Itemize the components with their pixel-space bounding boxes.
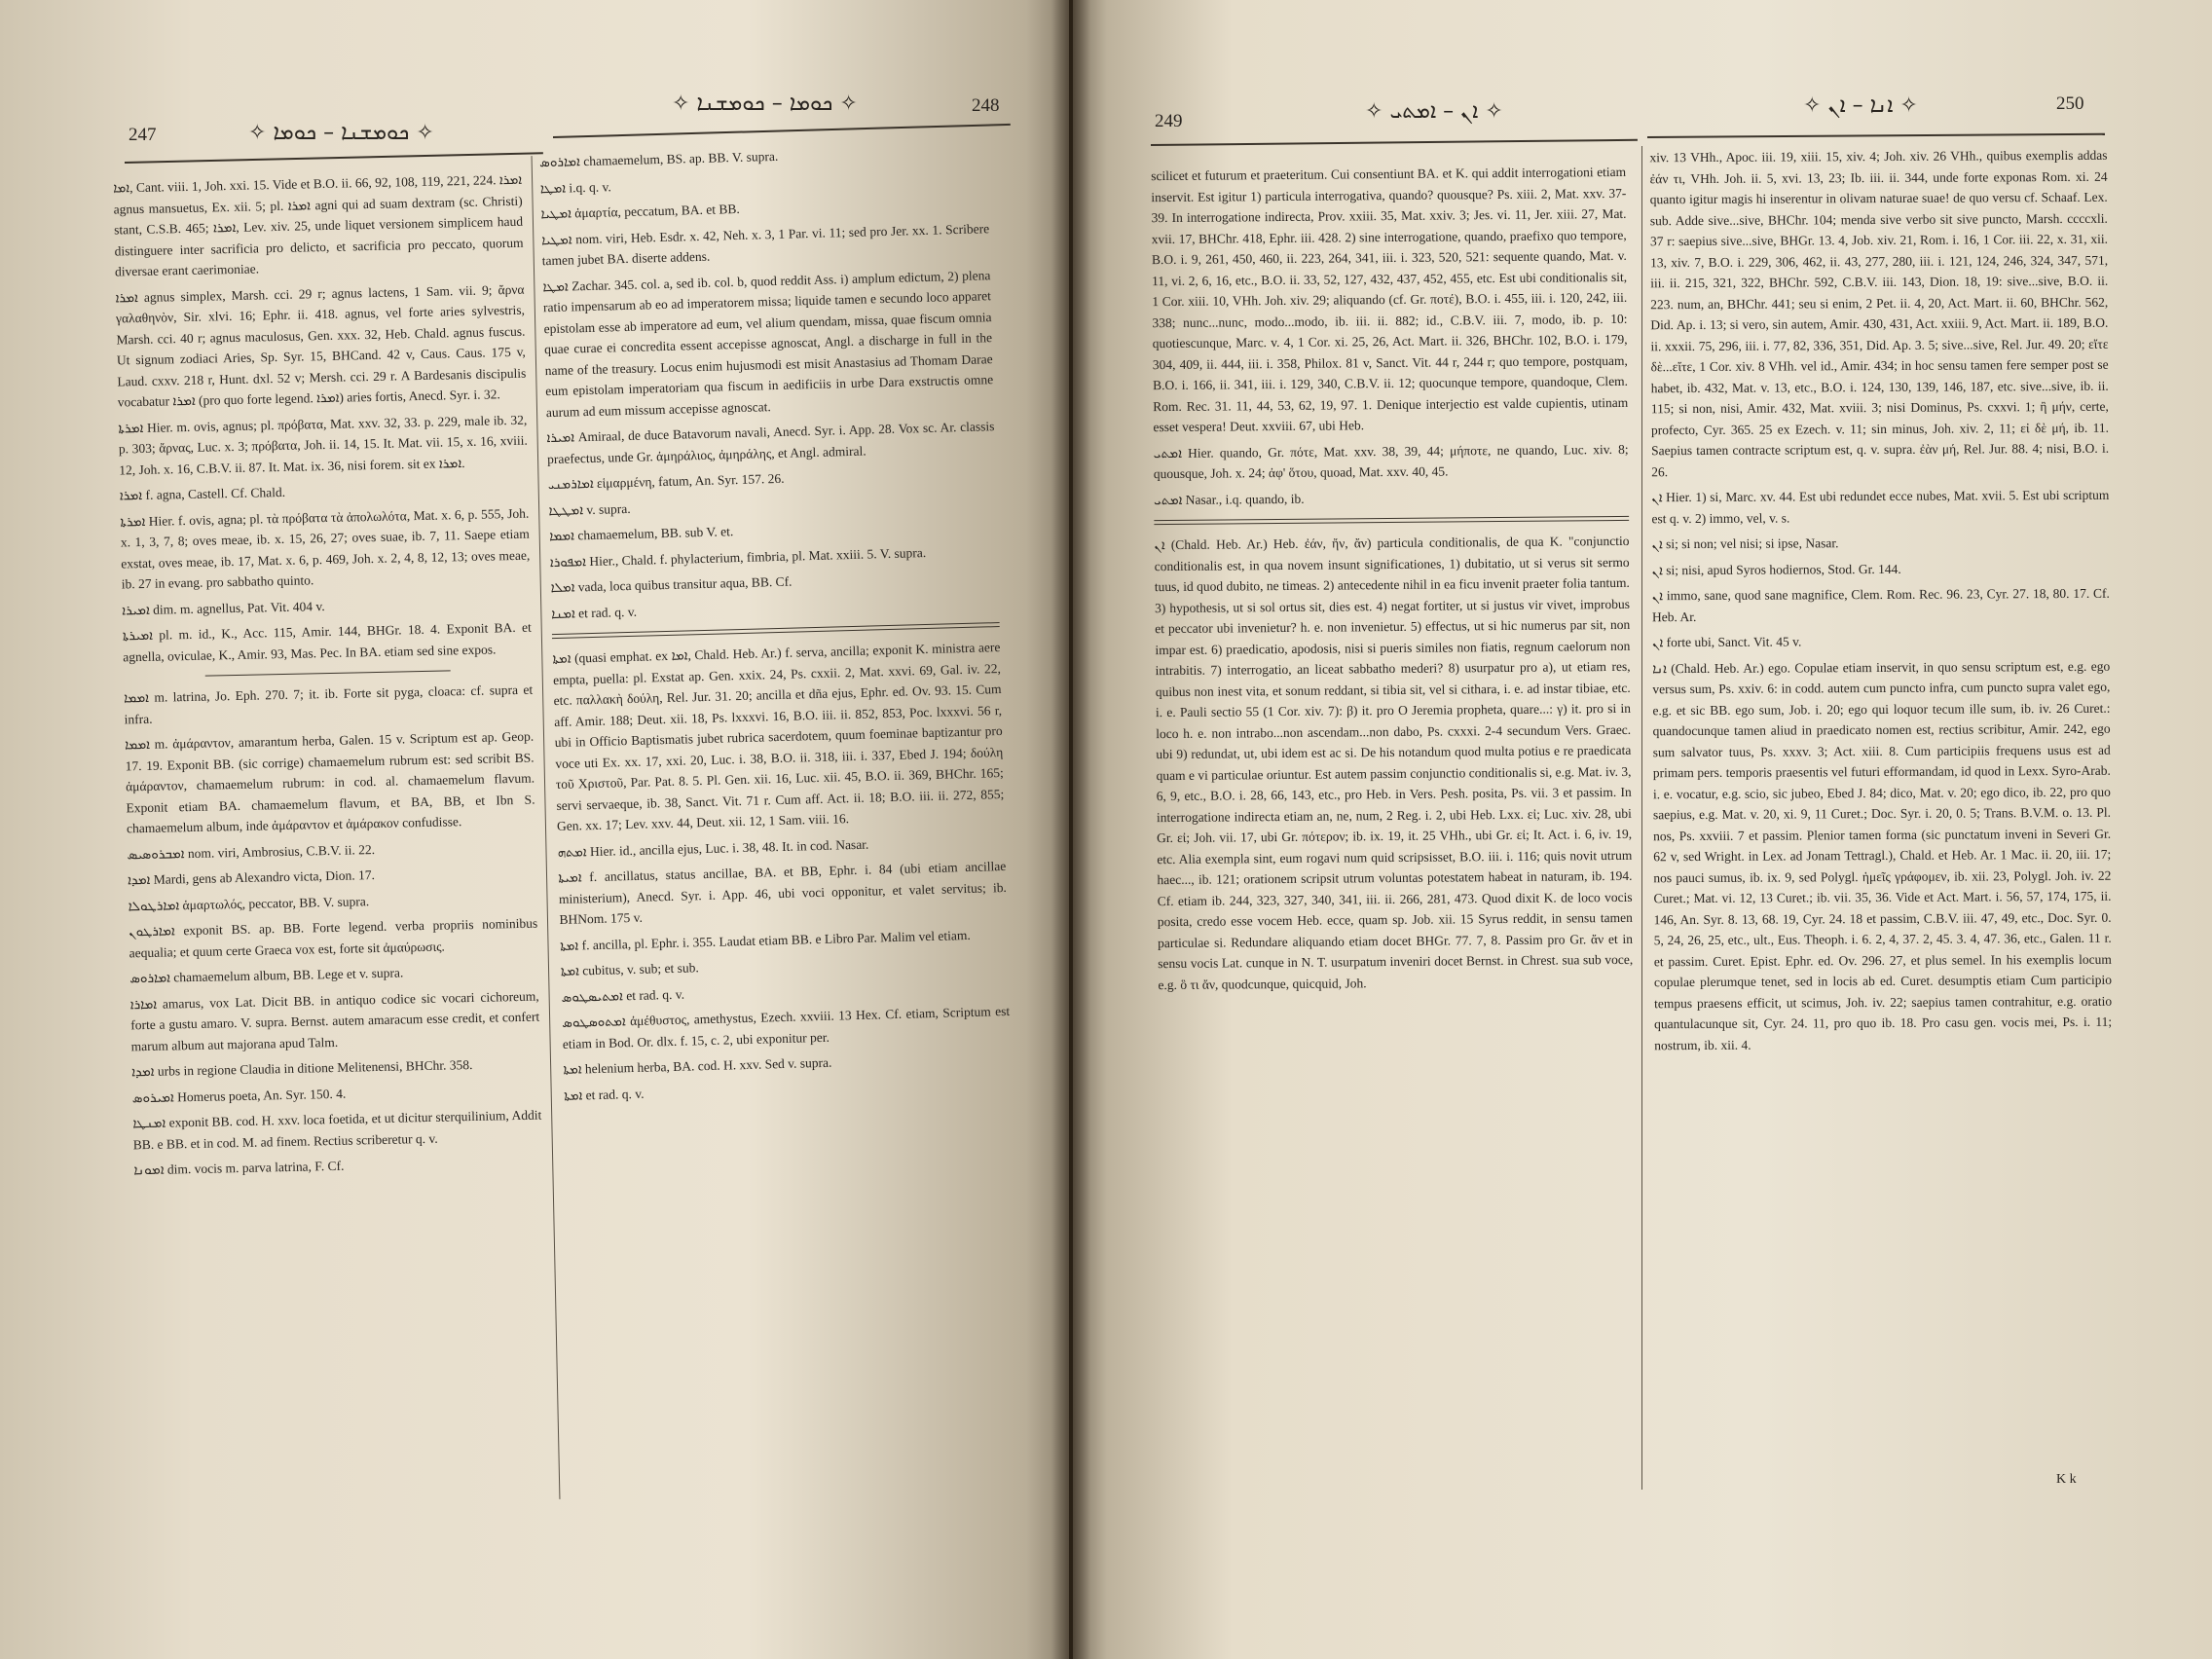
header-rule-247 bbox=[125, 152, 543, 164]
left-page bbox=[0, 0, 1069, 1659]
signature-mark: K k bbox=[2056, 1472, 2077, 1487]
entry: ܐܡܦܘܪܐ Hier., Chald. f. phylacterium, fimbria, pl. Mat. xxiii. 5. V. supra. bbox=[549, 544, 927, 570]
entry: ܐܡܝܪܐ Amiraal, de duce Batavorum navali, Anecd. Syr. i. App. 28. Vox sc. Ar. classis praefectus, unde Gr. ἀμηράλιος, ἀμηράλης, et Angl. admiral. bbox=[546, 419, 995, 466]
entry: ܐܡܛܐ Zachar. 345. col. a, sed ib. col. b, quod reddit Ass. i) amplum edictum, 2) plena ratio impensarum ab eo ad imperatorem missa; liquide tamen e secundo loco apparet epistolam esse ab imperatore ad eum, vel alium quendam, missa, quae fiscum omnia quae curae ei concredita essent accepisse agnoscat, Angl. a discharge in full in the name of the treasury. Locus enim hujusmodi est misit Anastasius ad Thomam Darae eum epistolam imperatoriam qua fiscum in aedificiis in urbe Dara exstructis omne aurum ad eum missum accepisse agnoscat. bbox=[542, 267, 994, 420]
entry: ܐܡܘܢܐ dim. vocis m. parva latrina, F. Cf. bbox=[133, 1158, 345, 1178]
entry: ܐܡܛܝܐ ἁμαρτία, peccatum, BA. et BB. bbox=[540, 201, 740, 222]
entry: ܐܡܝܪܬܐ pl. m. id., K., Acc. 115, Amir. 144, BHGr. 18. 4. Exponit BA. et agnella, oviculae, K., Amir. 93, Mas. Pec. In BA. etiam sed sine expos. bbox=[122, 619, 532, 664]
entry: ܐܡܛܝܐ nom. viri, Heb. Esdr. x. 42, Neh. x. 3, 1 Par. vi. 11; sed pro Jer. xx. 1. Scribere tamen jubet BA. diserte addens. bbox=[541, 220, 990, 269]
entry: ܐܢ si; nisi, apud Syros hodiernos, Stod. Gr. 144. bbox=[1651, 561, 1901, 577]
entry: ܐܢ (Chald. Heb. Ar.) Heb. ἐάν, ἤν, ἄν) particula conditionalis, de qua K. "conjunctio conditionalis est, in qua novem insunt significationes, 1) dubitatio, ut si verus sit sermo tuus, id quod dubito, ne timeas. 2) antecedente nihil in ea ficu invenit praeter folia tantum. 3) hypothesis, ut si sol ortus sit, dies est. 4) negat fortiter, ut si justus vir vivet, improbus et peccator ubi invenietur? h. e. non invenietur. 5) effectus, ut si hic numerus par sit, non impar est. 6) praedicatio, apodosis, nisi si pueris similes non fiatis, regnum caelorum non intrabitis. 7) interrogatio, an liceat sabbatho mederi? 8) usurpatur pro a), ut etiam res, quibus non inest vita, et sonum reddant, si tibia sit, vel si cithara, i. e. ad instar tibiae, etc. i. e. Pauli sectio 55 (1 Cor. xiv. 7): β) it. pro O Jeremia propheta, quare...: γ) it. pro si in loco h. e. non intrabo...non ascendam...non dabo, Ps. cxxxi. 2-4 secundum Vers. Graec. ubi 9) redundat, ut, ubi idem est ac si. De his notandum quod multa potius e re praedicata quam e vi particulae oriuntur. Est autem passim conjunctio conditionalis si, e.g. Mat. iv. 3, 6, 9, etc., B.O. i. 28, 66, 143, etc., pro Heb. in Vers. Pesh. posita, Ps. vii. 3 et passim. In interrogatione indirecta etiam an, ne, num, 2 Reg. i. 2, ubi Heb. Lxx. εἰ; Luc. xiv. 28, ubi Gr. εἰ; Joh. vii. 17, ubi Gr. πότερον; ib. ix. 19, it. 25 VHh., ubi Gr. εἰ; It. Act. i. 6, iv. 19, etc. Alia exempla sint, eum rogavi num quid scripsisset, B.O. iii. i. 116; quis novit utrum haec..., ib. 121; orationem scripsit utrum voluntas potestatem habeat in naturam, ib. 194. Cf. etiam ib. 244, 323, 327, 340, 341, iii. ii. 266, 281, 473. Quod dixit K. de loco vocis posita, credo esse vocem Heb. ecce, quam sp. Job. xii. 15 Syrus reddit, in sensu tamen particulae si. Redundare aliquando etiam docet BHGr. 77. 7, 8. Passim pro Gr. ἄν et in sensu vocis Lat. cunque in N. T. usurpatum inveniri docet Bernst. in Chrest. sua sub voce, e.g. ὃ τι ἄν, quodcunque, quicquid, Joh. bbox=[1154, 533, 1634, 992]
column-divider-right bbox=[1641, 146, 1642, 1490]
column-248 bbox=[539, 140, 1022, 1505]
entry: ܐܡܢܐ et rad. q. v. bbox=[551, 604, 638, 621]
entry: ܐܢ Hier. 1) si, Marc. xv. 44. Est ubi redundet ecce nubes, Mat. xvii. 5. Est ubi scriptum est q. v. 2) immo, vel, v. s. bbox=[1651, 487, 2110, 526]
entry: ܐܡܐܪܡܢܝ εἱμαρμένη, fatum, An. Syr. 157. 26. bbox=[547, 470, 785, 493]
running-head-250: ✧ ܐܢܐ – ܐܢ ✧ bbox=[1803, 93, 1918, 118]
running-head-249: ✧ ܐܢ – ܐܡܬܝ ✧ bbox=[1365, 99, 1503, 124]
entry: ܐܡܕܐ Mardi, gens ab Alexandro victa, Dion. 17. bbox=[127, 867, 376, 888]
entry: ܐܡܬܗ Hier. id., ancilla ejus, Luc. i. 38, 48. It. in cod. Nasar. bbox=[557, 836, 869, 860]
entry: ܐܡܐܪܛܘܠܐ ἁμαρτωλός, peccator, BB. V. supra. bbox=[128, 893, 370, 913]
section-divider bbox=[205, 670, 451, 676]
book-gutter bbox=[1051, 0, 1090, 1659]
entry: ܐܡܐܪܛܘܢ exponit BS. ap. BB. Forte legend. verba propriis nominibus aequalia; et quum certe Graeca vox est, forte sit ἀμαύρωσις. bbox=[129, 915, 538, 960]
entry: ܐܡܬܐ cubitus, v. sub; et sub. bbox=[560, 960, 699, 978]
entry: ܐܡܡܐ m. latrina, Jo. Eph. 270. 7; it. ib. Forte sit pyga, cloaca: cf. supra et infra. bbox=[124, 682, 534, 726]
entry: ܐܡܕܐ urbs in regione Claudia in ditione Melitenensi, BHChr. 358. bbox=[131, 1057, 473, 1080]
entry: ܐܡܪܐ agnus simplex, Marsh. cci. 29 r; agnus lactens, 1 Sam. vii. 9; ἄρνα γαλαθηνὸν, Sir. xlvi. 16; Ephr. ii. 418. agnus, vel forte aries sylvestris, Marsh. cci. 40 r; agnus maculosus, Gen. xxx. 32, Heb. Chald. agnus fuscus. Ut signum zodiaci Aries, Sp. Syr. 15, BHCand. 42 v, Caus. Caus. 175 v, Laud. cxxv. 218 r, Hunt. dxl. 52 v; Mersh. cci. 29 r. A Bardesanis discipulis vocabatur ܐܡܪܐ (pro quo forte legend. ܐܡܪܐ) aries fortis, Anecd. Syr. i. 32. bbox=[115, 281, 527, 410]
section-divider bbox=[552, 622, 1000, 639]
entry: ܐܡܐ, Cant. viii. 1, Joh. xxi. 15. Vide et B.O. ii. 66, 92, 108, 119, 221, 224. ܐܡܪܐ agnus mansuetus, Ex. xii. 5; pl. ܐܡܪܐ agni qui ad suam dextram (sc. Christi) stant, C.S.B. 465; ܐܡܪܐ, Lev. xiv. 25, unde liquet versionem simplicem haud distinguere inter sacrificia pro delicto, et sacrificia pro peccato, quorum diversae erant caerimoniae. bbox=[113, 171, 524, 279]
column-247 bbox=[113, 169, 549, 1483]
entry: ܐܡܝܪܐ dim. m. agnellus, Pat. Vit. 404 v. bbox=[122, 598, 325, 617]
header-rule-249 bbox=[1151, 139, 1638, 146]
entry: ܐܡܬܝܣܛܘܣ et rad. q. v. bbox=[561, 986, 685, 1005]
entry: ܐܡܬܘܣܛܘܣ ἀμέθυστος, amethystus, Ezech. xxviii. 13 Hex. Cf. etiam, Scriptum est etiam in Bod. Or. dlx. f. 15, c. 2, ubi exponitur per. bbox=[562, 1003, 1011, 1051]
right-page bbox=[1073, 0, 2212, 1659]
page-number-249: 249 bbox=[1155, 111, 1183, 131]
entry: ܐܢܐ (Chald. Heb. Ar.) ego. Copulae etiam inservit, in quo sensu scriptum est, e.g. ego versus sum, Ps. xxiv. 6: in codd. autem cum puncto infra, cum puncto supra valet ego, e.g. et sic BB. ego sum, Job. i. 20; ego qui loquor tecum ille sum, ib. iv. 26 Curet.: quandocunque tamen aliud in praedicato nomen est, rectius scribitur, Amir. 242, ego sum salvator tuus, Ps. xxxv. 3; Act. xiii. 8. Cum participiis frequens usus est ad primam pers. temporis praesentis vel futuri efformandam, id quod in Lexx. Syro-Arab. i. e. vocatur, e.g. scio, sic jubeo, Ebed J. 84; dico, Mat. v. 20; ego dico, ib. 22, pro quo saepius, e.g. Mat. v. 20, xi. 9, 11 Curet.; Doc. Syr. i. 20, 0. 5; Trans. B.V.M. o. 13. Pl. nos, Ps. xxviii. 7 et passim. Plenior tamen forma (sic punctatum inveni in Severi Gr. 62 v, sed Wright. in Lex. ad Jonam Tettragl.), Chald. et Heb. Ar. 1 Mac. ii. 20, iii. 17; nos pauci sumus, ib. ix. 9, sed Polygl. ἡμεῖς γράφομεν, ib. xii. 23, Polygl. Joh. iv. 22 Curet.; Mat. vi. 12, 13 Curet.; ib. vii. 35, 36. Vide et Act. Mart. i. 56, 57, 174, 175, ii. 146, An. Syr. 8. 13, 68. 19, Cyr. 24. 18 et passim, C.B.V. iii. 47, 49, etc., Doc. Syr. 0. 5, 24, 26, 25, etc., ult., Eus. Theoph. i. 6. 2, 4, 37. 2, 45. 3. 4, 47. 36, etc., Galen. 11 r. et passim. Curet. Epist. Ephr. ed. Ov. 296. 27, et plus semel. In his exemplis locum copulae plerumque tenet, sed in locis ab ed. Curet. desumptis etiam Cum participio tempus praesens efficit, ut scimus, Joh. iv. 22; saepius tamen contrahitur, e.g. oratio quantulacunque sit, Cyr. 24. 11, pro quo ib. 18. Pro casu gen. vocis mei, Ps. i. 11; nostrum, ib. xii. 4. bbox=[1652, 658, 2113, 1052]
entry: ܐܡܡܐ chamaemelum, BB. sub V. et. bbox=[549, 524, 734, 544]
entry: ܐܡܪܐ f. agna, Castell. Cf. Chald. bbox=[119, 484, 286, 503]
entry: ܐܡܐܪܘܣ chamaemelum album, BB. Lege et v. supra. bbox=[129, 965, 404, 986]
entry: ܐܡܠܐ vada, loca quibus transitur aqua, BB. Cf. bbox=[550, 573, 793, 596]
column-250 bbox=[1649, 145, 2114, 1471]
entry: ܐܡܒܪܘܣܝܣ nom. viri, Ambrosius, C.B.V. ii. 22. bbox=[127, 841, 376, 862]
running-head-248: ✧ ܟܘܡܐ – ܟܘܡܫܢܐ ✧ bbox=[672, 92, 858, 116]
entry: ܐܡܛܐ i.q. q. v. bbox=[539, 178, 611, 196]
header-rule-248 bbox=[553, 124, 1011, 138]
entry: ܐܡܬܐ helenium herba, BA. cod. H. xxv. Sed v. supra. bbox=[563, 1054, 832, 1077]
entry: ܐܡܬܐ f. ancilla, pl. Ephr. i. 355. Laudat etiam BB. e Libro Par. Malim vel etiam. bbox=[560, 927, 971, 953]
entry: ܐܡܪܬܐ Hier. m. ovis, agnus; pl. πρόβατα, Mat. xxv. 32, 33. p. 229, male ib. 32, p. 303; ἄρνας, Luc. x. 3; πρόβατα, Joh. ii. 14, 15. It. Mat. vii. 15, x. 16, xviii. 12, Joh. x. 16, C.B.V. ii. 87. It. Mat. ix. 36, nisi forem. sit ex ܐܡܪܐ. bbox=[118, 412, 528, 477]
page-number-250: 250 bbox=[2056, 93, 2084, 114]
entry: ܐܢ forte ubi, Sanct. Vit. 45 v. bbox=[1652, 634, 1802, 650]
running-head-247: ✧ ܟܘܡܫܢܐ – ܟܘܡܐ ✧ bbox=[248, 121, 434, 145]
entry: xiv. 13 VHh., Apoc. iii. 19, xiii. 15, xiv. 4; Joh. xiv. 26 VHh., quibus exemplis addas ἐάν τι, VHh. Joh. ii. 5, xvi. 13, 23; Ib. iii. ii. 344, unde forte exponas Rom. xi. 24 quanto igitur magis hi inserentur in olivam naturae suae! de quo versu cf. Schaaf. Lex. sub. Adde sive...sive, BHChr. 104; menda sive verbo sit sive puncto, Marsh. ccccxli. 37 r: saepius sive...sive, BHGr. 13. 4, Job. xiv. 21, Rom. i. 16, 1 Cor. iii. 22, x. 31, xii. 13, xiv. 7, B.O. i. 229, 306, 462, ii. 43, 277, 280, iii. i. 121, 124, 246, 324, 347, 571, iii. ii. 215, 321, 322, BHChr. 592, C.B.V. iii. 143, Dion. 18, 19: sive...sive, B.O. ii. 223. num, an, BHChr. 441; seu si enim, 2 Pet. ii. 4, 20, Act. Mart. ii. 60, BHChr. 562, Did. Ap. i. 13; si vero, sin autem, Amir. 430, 431, Act. xxiii. 9, Act. Mart. ii. 189, B.O. ii. xxxii. 75, 296, iii. i. 77, 82, 336, 351, Did. Ap. 3. 5; sive...sive, Rel. Jur. 49. 20; εἴτε δὲ...εἴτε, 1 Cor. xiv. 8 VHh. vel id., Amir. 434; in hoc sensu tamen fere semper post se habet, ib. 432, Mat. v. 13, etc., B.O. i. 124, 130, 139, 146, 187, etc. sive...sive, ib. ii. 115; si non, nisi, Amir. 432, Mat. xviii. 3; nisi Dominus, Ps. cxxvi. 1; ἢ μήν, certe, profecto, Cyr. 365. 25 ex Ezech. v. 11; sin minus, Joh. xiv. 2, 11; εἰ δὲ μή, ib. 11. Saepius tamen contracte scriptum est, q. v. supra. ἐὰν μή, Rel. Jur. 88. 4; nisi, B.O. i. 26. bbox=[1649, 147, 2110, 479]
entry: ܐܡܬܝ Hier. quando, Gr. πότε, Mat. xxv. 38, 39, 44; μήποτε, ne quando, Luc. xiv. 8; quousque, Joh. x. 24; ἀφ' ὅτου, quoad, Mat. xxv. 40, 45. bbox=[1153, 441, 1629, 482]
entry: ܐܡܝܪܘܣ Homerus poeta, An. Syr. 150. 4. bbox=[131, 1086, 347, 1105]
page-number-248: 248 bbox=[972, 95, 1000, 116]
entry: ܐܡܢܛܐ exponit BB. cod. H. xxv. loca foetida, et ut dicitur sterquilinium, Addit BB. e BB. et in cod. M. ad finem. Rectius scriberetur q. v. bbox=[132, 1107, 542, 1152]
column-249 bbox=[1151, 162, 1638, 1490]
entry: ܐܡܡܐ m. ἀμάραντον, amarantum herba, Galen. 15 v. Scriptum est ap. Geop. 17. 19. Exponit BB. (sic corrige) chamaemelum rubrum est: sed scribit BS. ἀμάραντον, chamaemelum rubrum: in cod. al. chamaemelum flavum. Exponit etiam BA. chamaemelum flavum, et BA, BB, et Ibn S. chamaemelum album, inde ἀμάραντον et ἀμάρακον confudisse. bbox=[125, 728, 535, 836]
page-number-247: 247 bbox=[129, 125, 157, 145]
entry: ܐܡܝܬܐ f. ancillatus, status ancillae, BA. et BB, Ephr. i. 84 (ubi etiam ancillae ministerium), Anecd. Syr. i. App. 46, ubi voci opponitur, et valet servitus; ib. BHNom. 175 v. bbox=[558, 858, 1008, 927]
entry: ܐܢ si; si non; vel nisi; si ipse, Nasar. bbox=[1651, 535, 1839, 552]
entry: ܐܡܛܛܐ v. supra. bbox=[548, 500, 631, 518]
entry: ܐܡܬܐ (quasi emphat. ex ܐܡܐ, Chald. Heb. Ar.) f. serva, ancilla; exponit K. ministra aere empta, puella: pl. Exstat ap. Gen. xxix. 24, Ps. cxxii. 2, Mat. xxvi. 69, Gal. iv. 22, etc. παλλακὴ δούλη, Rel. Jur. 31. 20; ancilla et dña ejus, Ephr. ed. Ov. 93. 15. Cum aff. Amir. 188; Deut. xii. 18, Ps. lxxxvi. 16, B.O. iii. ii. 852, 853, Poc. lxxxvi. 56 r, ubi in Officio Baptismatis jubet rubrica sacerdotem, quum foeminae baptizantur pro voce uti Ex. xx. 17, xxi. 20, Luc. i. 38, B.O. ii. 318, iii. i. 337, Ebed J. 194; δούλη τοῦ Χριστοῦ, Par. Pat. 8. 5. Pl. Gen. xii. 16, Luc. xii. 45, B.O. ii. 369, BHChr. 165; servi servaeque, ib. 38, Sanct. Vit. 71 r. Cum aff. Act. ii. 18; B.O. iii. ii. 272, 855; Gen. xx. 17; Lev. xxv. 44, Deut. xii. 12, 1 Sam. viii. 16. bbox=[552, 640, 1005, 834]
entry: ܐܡܐܪܐ amarus, vox Lat. Dicit BB. in antiquo codice sic vocari cichoreum, forte a gustu amaro. V. supra. Bernst. autem amaracum esse credit, et confert marum album aut majorana apud Talm. bbox=[129, 988, 540, 1053]
entry: ܐܡܬܝ Nasar., i.q. quando, ib. bbox=[1154, 491, 1305, 507]
entry: ܐܡܬܐ et rad. q. v. bbox=[564, 1086, 645, 1103]
entry: scilicet et futurum et praeteritum. Cui consentiunt BA. et K. qui addit interrogationi etiam inservit. Est igitur 1) particula interrogativa, quando? quousque? Ps. xiii. 2, Mat. xxv. 37-39. In interrogatione indirecta, Prov. xxiii. 35, Mat. xxiv. 3; Jes. vi. 11, Jer. xiii. 27, Mat. xvii. 17, BHChr. 418, Ephr. iii. 428. 2) sine interrogatione, quando, praefixo quo tempore, B.O. i. 9, 261, 450, 460, ii. 223, 264, 341, iii. i. 323, 520, 521: sequente quando, Mat. v. 11, vi. 2, 6, 16, etc., B.O. ii. 33, 52, 127, 432, 437, 452, 455, etc. Est ubi conditionalis sit, 1 Cor. xiii. 10, VHh. Joh. xiv. 29; aliquando (cf. Gr. ποτέ), B.O. i. 455, iii. i. 120, 242, iii. 338; nunc...nunc, modo...modo, ib. iii. ii. 882; id., C.B.V. iii. 7, modo, ib. p. 10: quotiescunque, Marc. v. 4, 1 Cor. xi. 25, 26, Act. Mart. ii. 326, BHChr. 102, B.O. i. 179, 304, 409, ii. 444, iii. i. 358, Philox. 81 v, Sanct. Vit. 44 r, 244 r; quo tempore, postquam, B.O. i. 166, ii. 341, iii. i. 129, 340, C.B.V. ii. 12; quocunque tempore, quandoque, Clem. Rom. Rec. 31. 11, 44, 53, 62, 19, 97. 1. Denique interjectio est valde cupientis, utinam esset vespera! Deut. xxviii. 67, ubi Heb. bbox=[1151, 164, 1629, 435]
entry: ܐܡܪܬܐ Hier. f. ovis, agna; pl. τὰ πρόβατα τὰ ἀπολωλότα, Mat. x. 6, p. 555, Joh. x. 1, 3, 7, 8; oves meae, ib. x. 15, 26, 27; oves suae, ib. 7, 11. Saepe etiam exstat, oves meae, ib. 17, Mat. x. 6, p. 469, Joh. x. 2, 4, 8, 12, 13; oves meae, ib. 27 in evang. pro sabbatho quinto. bbox=[120, 505, 531, 592]
entry: ܐܢ immo, sane, quod sane magnifice, Clem. Rom. Rec. 96. 23, Cyr. 27. 18, 80. 17. Cf. Heb. Ar. bbox=[1651, 585, 2110, 624]
entry: ܐܡܐܪܘܣ chamaemelum, BS. ap. BB. V. supra. bbox=[538, 148, 779, 170]
section-divider bbox=[1154, 516, 1629, 525]
header-rule-250 bbox=[1647, 133, 2105, 138]
